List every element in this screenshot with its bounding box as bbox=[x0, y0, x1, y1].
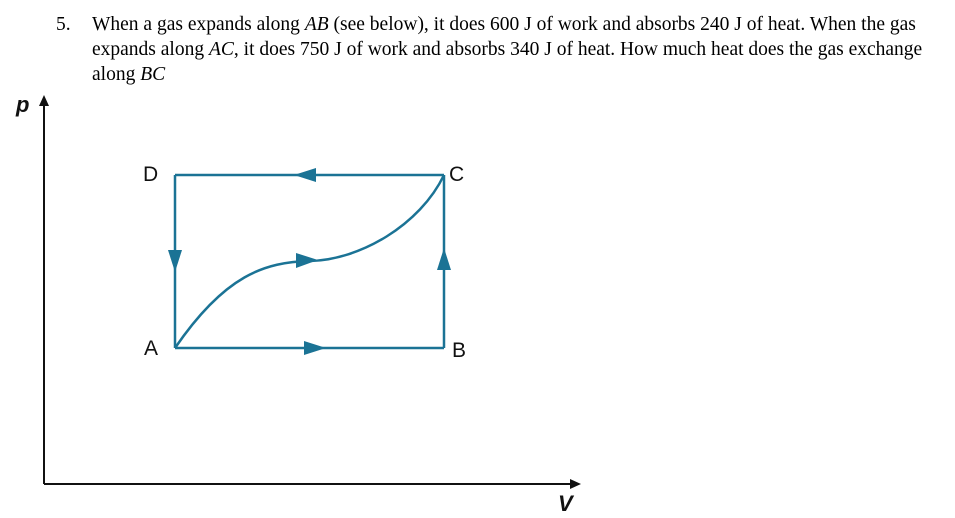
point-c-label: C bbox=[449, 163, 465, 186]
problem-text-part-2: (see below), it does 600 J of work and absorbs 240 J of heat. When the gas expands along bbox=[92, 14, 916, 60]
arrow-ab-icon bbox=[304, 341, 326, 355]
arrow-da-icon bbox=[168, 250, 182, 272]
problem-text-part-1: When a gas expands along bbox=[92, 14, 305, 35]
arrow-cd-icon bbox=[294, 168, 316, 182]
problem-text-part-3: , it does 750 J of work and absorbs 340 J of heat. How much heat does the gas exchange along bbox=[92, 39, 923, 85]
path-ab-label: AB bbox=[304, 14, 329, 35]
volume-axis-label: V bbox=[558, 491, 573, 516]
point-b-label: B bbox=[452, 339, 467, 362]
path-ac-label: AC bbox=[208, 39, 234, 60]
path-bc-label: BC bbox=[140, 64, 166, 85]
point-a-label: A bbox=[144, 337, 159, 360]
y-axis-arrow-icon bbox=[39, 95, 49, 106]
direction-arrows bbox=[168, 168, 451, 355]
arrow-ac-icon bbox=[296, 253, 318, 268]
problem-number: 5. bbox=[56, 14, 71, 35]
pressure-axis-label: p bbox=[16, 92, 30, 117]
arrow-bc-icon bbox=[437, 248, 451, 270]
point-d-label: D bbox=[143, 163, 159, 186]
x-axis-arrow-icon bbox=[570, 479, 581, 489]
